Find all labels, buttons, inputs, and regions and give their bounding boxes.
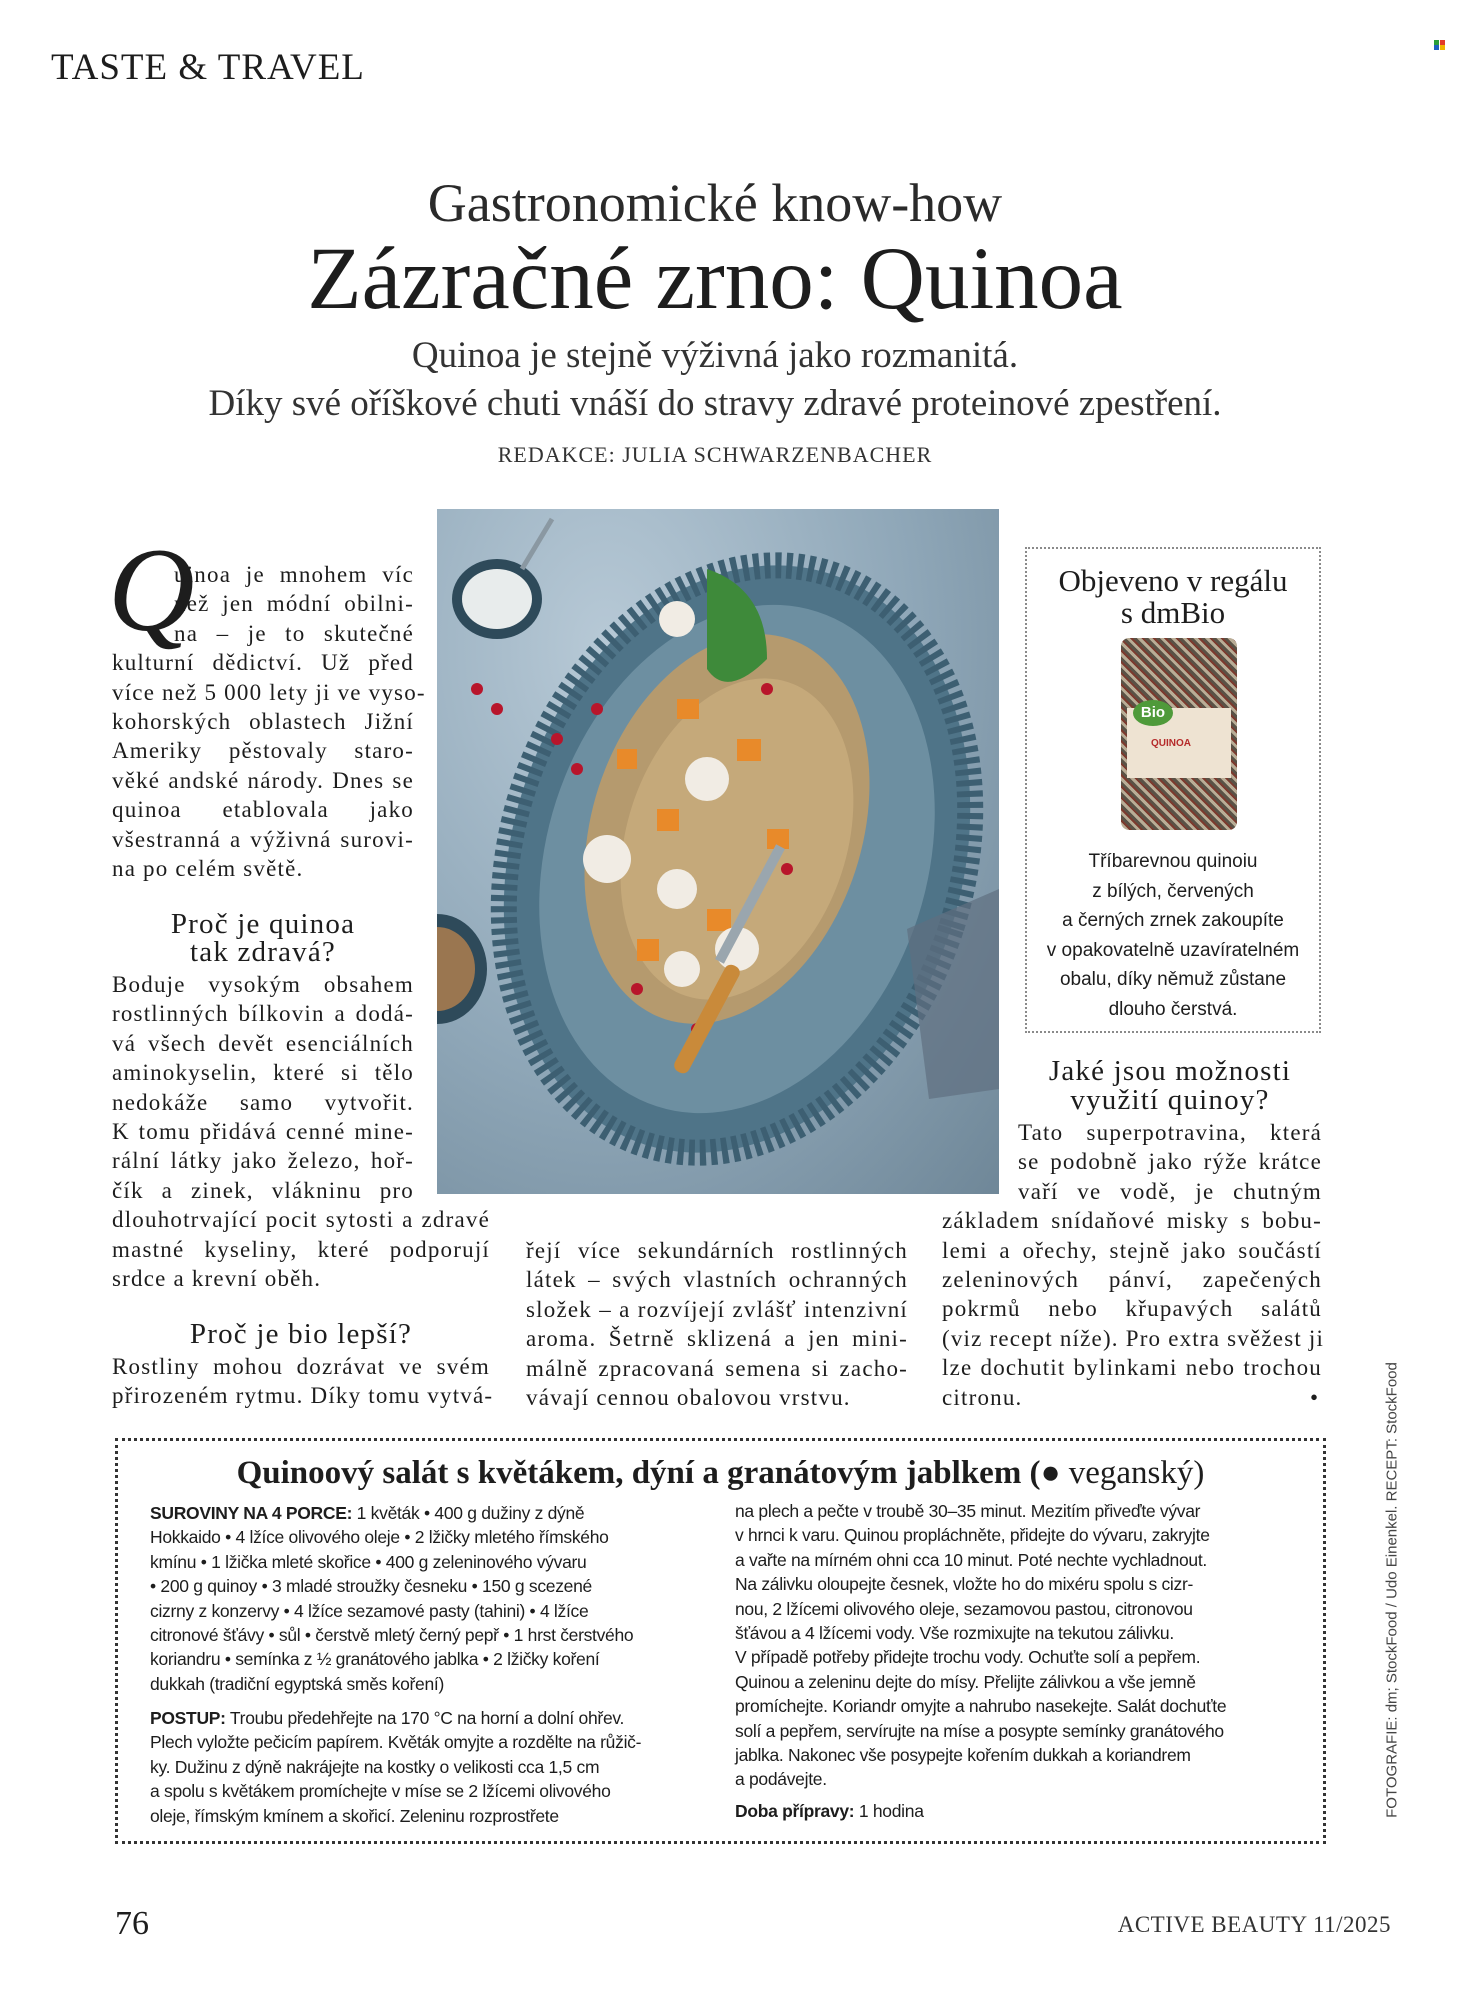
recipe-text: šťávou a 4 lžícemi vody. Vše rozmixujte na tekutou zálivku.: [735, 1623, 1174, 1643]
recipe-text: dukkah (tradiční egyptská směs koření): [150, 1673, 445, 1694]
product-box-text-line: a černých zrnek zakoupíte: [1062, 910, 1284, 931]
body-line: pokrmů nebo křupavých salátů: [942, 1296, 1322, 1322]
section-heading: tak zdravá?: [189, 936, 337, 968]
apple-icon: ●: [1040, 1455, 1061, 1491]
recipe-label: Doba přípravy:: [735, 1801, 855, 1821]
product-box-text-line: z bílých, červených: [1092, 880, 1254, 902]
section-heading: Jaké jsou možnosti: [1048, 1055, 1292, 1087]
recipe-text: 1 květák • 400 g dužiny z dýně: [352, 1503, 585, 1523]
body-line: rostlinných bílkovin a dodá-: [112, 1001, 414, 1027]
body-line: K tomu přidává cenné mine-: [112, 1119, 414, 1144]
intro-line: věké andské národy. Dnes se: [112, 767, 414, 793]
recipe-line: [735, 1499, 1200, 1523]
body-line: Tato superpotravina, která: [1018, 1120, 1322, 1145]
body-line: lemi a ořechy, stejně jako součástí: [942, 1237, 1322, 1263]
recipe-line: [150, 1779, 611, 1803]
body-line: rální látky jako železo, hoř-: [112, 1148, 414, 1174]
recipe-text: jablka. Nakonec vše posypejte kořením dukkah a koriandrem: [735, 1745, 1191, 1765]
body-line: (viz recept níže). Pro extra svěžest ji: [942, 1325, 1325, 1351]
body-line: přirozeném rytmu. Díky tomu vytvá-: [112, 1383, 494, 1409]
recipe-line: [150, 1501, 584, 1525]
recipe-line: [735, 1523, 1210, 1547]
recipe-line: [735, 1621, 1174, 1645]
recipe-line: [150, 1623, 633, 1647]
recipe-line: [150, 1599, 588, 1623]
recipe-text: solí a pepřem, servírujte na míse a posypte semínky granátového: [735, 1720, 1224, 1741]
section-heading: Proč je bio lepší?: [189, 1318, 413, 1350]
intro-line: na po celém světě.: [112, 856, 304, 881]
product-box-text-line: v opakovatelně uzavíratelném: [1046, 939, 1300, 961]
section-heading: využití quinoy?: [1070, 1084, 1270, 1116]
recipe-line: [735, 1572, 1193, 1596]
recipe-text: 1 hodina: [854, 1801, 924, 1821]
page-number: 76: [115, 1905, 149, 1942]
recipe-text: a podávejte.: [735, 1769, 827, 1790]
article-title: Zázračné zrno: Quinoa: [307, 230, 1123, 328]
package-product-name: QUINOA: [1151, 738, 1191, 749]
intro-line: quinoa etablovala jako: [112, 797, 414, 823]
recipe-text: oleje, římským kmínem a skořicí. Zeleninu rozprostřete: [150, 1805, 559, 1826]
recipe-text: Hokkaido • 4 lžíce olivového oleje • 2 lžičky mletého římského: [150, 1527, 609, 1548]
recipe-line: [735, 1670, 1196, 1694]
recipe-text: ky. Dužinu z dýně nakrájejte na kostky o velikosti cca 1,5 cm: [150, 1756, 600, 1777]
intro-line: Ameriky pěstovaly staro-: [112, 738, 414, 764]
recipe-line: [735, 1799, 924, 1823]
recipe-label: SUROVINY NA 4 PORCE:: [150, 1503, 353, 1523]
intro-line: všestranná a výživná surovi-: [112, 826, 414, 852]
product-box: [1025, 547, 1321, 1033]
recipe-text: kmínu • 1 lžička mleté skořice • 400 g zeleninového vývaru: [150, 1551, 587, 1572]
body-line: základem snídaňové misky s bobu-: [942, 1208, 1322, 1234]
recipe-line: [150, 1550, 586, 1574]
recipe-text: a spolu s květákem promíchejte v míse se 2 lžícemi olivového: [150, 1781, 611, 1802]
recipe-text: Quinou a zeleninu dejte do mísy. Přelijte zálivkou a vše jemně: [735, 1671, 1196, 1692]
body-line: aroma. Šetrně sklizená a jen mini-: [526, 1326, 908, 1352]
recipe-line: [150, 1647, 600, 1671]
recipe-text: Na zálivku oloupejte česnek, vložte ho do mixéru spolu s cizr-: [735, 1574, 1194, 1595]
body-line: vá všech devět esenciálních: [112, 1030, 414, 1056]
section-label: TASTE & TRAVEL: [51, 47, 365, 88]
intro-line: více než 5 000 lety ji ve vyso-: [112, 679, 426, 705]
recipe-line: [150, 1574, 592, 1598]
body-line: látek – svých vlastních ochranných: [526, 1267, 908, 1293]
publisher-logo-icon: [1434, 40, 1446, 50]
recipe-text: koriandru • semínka z ½ granátového jablka • 2 lžičky koření: [150, 1649, 600, 1670]
recipe-line: [150, 1672, 444, 1696]
product-box-text-line: obalu, díky němuž zůstane: [1059, 969, 1287, 990]
product-box-heading-2: s dmBio: [1120, 595, 1226, 630]
recipe-text: citronové šťávy • sůl • čerstvě mletý černý pepř • 1 hrst čerstvého: [150, 1625, 634, 1645]
body-line: zeleninových pánví, zapečených: [942, 1267, 1322, 1292]
body-line: lze dochutit bylinkami nebo trochou: [942, 1355, 1322, 1381]
recipe-text: a vařte na mírném ohni cca 10 minut. Poté nechte vychladnout.: [735, 1549, 1207, 1570]
recipe-text: • 200 g quinoy • 3 mladé stroužky česneku • 150 g scezené: [150, 1576, 592, 1597]
article-end-mark: •: [1310, 1385, 1320, 1410]
recipe-text: v hrnci k varu. Quinou propláchněte, přidejte do vývaru, zakryjte: [735, 1525, 1210, 1546]
byline: REDAKCE: JULIA SCHWARZENBACHER: [497, 442, 933, 467]
intro-line: na – je to skutečné: [174, 620, 414, 646]
body-line: řejí více sekundárních rostlinných: [526, 1238, 908, 1263]
quinoa-salad-photo: [437, 509, 999, 1194]
recipe-line: [150, 1804, 559, 1828]
salad-plate-illustration: [437, 509, 999, 1194]
intro-line: kulturní dědictví. Už před: [112, 650, 414, 676]
article-subtitle-1: Quinoa je stejně výživná jako rozmanitá.: [411, 335, 1019, 376]
product-box-heading-1: Objeveno v regálu: [1058, 563, 1288, 598]
intro-line: než jen módní obilni-: [174, 591, 414, 617]
drop-cap: Q: [108, 523, 195, 656]
quinoa-package-image: [1121, 638, 1237, 830]
recipe-line: [150, 1525, 609, 1549]
recipe-text: nou, 2 lžícemi olivového oleje, sezamovou pastou, citronovou: [735, 1598, 1193, 1619]
recipe-line: [150, 1706, 624, 1730]
product-box-text-line: Tříbarevnou quinoiu: [1088, 851, 1258, 872]
recipe-text: V případě potřeby přidejte trochu vody. Ochuťte solí a pepřem.: [735, 1647, 1201, 1668]
body-line: málně zpracovaná semena si zacho-: [526, 1355, 908, 1381]
recipe-line: [735, 1743, 1191, 1767]
photo-credit: FOTOGRAFIE: dm; StockFood / Udo Einenkel. RECEPT: StockFood: [1383, 1362, 1401, 1818]
intro-line: uinoa je mnohem víc: [174, 562, 414, 587]
recipe-label: POSTUP:: [150, 1708, 226, 1728]
body-line: se podobně jako rýže krátce: [1018, 1149, 1322, 1175]
body-line: aminokyselin, které si tělo: [112, 1060, 414, 1086]
recipe-text: na plech a pečte v troubě 30–35 minut. Mezitím přiveďte vývar: [735, 1501, 1201, 1521]
recipe-text: promíchejte. Koriandr omyjte a nahrubo nasekejte. Salát dochuťte: [735, 1696, 1227, 1717]
recipe-title: [118, 1455, 1323, 1492]
bio-logo: Bio: [1133, 700, 1173, 726]
recipe-box: [115, 1438, 1326, 1844]
recipe-line: [735, 1597, 1193, 1621]
vegan-label: veganský): [1068, 1455, 1205, 1491]
product-box-text-line: dlouho čerstvá.: [1108, 998, 1238, 1020]
body-line: mastné kyseliny, které podporují: [112, 1236, 490, 1262]
body-line: nedokáže samo vytvořit.: [112, 1089, 414, 1115]
recipe-line: [150, 1730, 641, 1754]
recipe-line: [735, 1645, 1200, 1669]
body-line: Rostliny mohou dozrávat ve svém: [112, 1354, 490, 1379]
recipe-text: Troubu předehřejte na 170 °C na horní a dolní ohřev.: [225, 1708, 625, 1728]
recipe-line: [150, 1755, 599, 1779]
body-line: čík a zinek, vlákninu pro: [112, 1177, 414, 1203]
recipe-text: cizrny z konzervy • 4 lžíce sezamové pasty (tahini) • 4 lžíce: [150, 1600, 589, 1621]
body-line: složek – a rozvíjejí zvlášť intenzivní: [526, 1296, 908, 1322]
article-subtitle-2: Díky své oříškové chuti vnáší do stravy zdravé proteinové zpestření.: [208, 383, 1222, 424]
recipe-text: Plech vyložte pečicím papírem. Květák omyjte a rozdělte na růžič-: [150, 1732, 642, 1753]
magazine-issue: ACTIVE BEAUTY 11/2025: [1117, 1912, 1391, 1937]
intro-line: kohorských oblastech Jižní: [112, 709, 414, 734]
body-line: srdce a krevní oběh.: [112, 1266, 322, 1291]
body-line: citronu.: [942, 1384, 1023, 1410]
recipe-line: [735, 1767, 827, 1791]
body-line: vávají cennou obalovou vrstvu.: [526, 1385, 851, 1410]
body-line: dlouhotrvající pocit sytosti a zdravé: [112, 1207, 490, 1233]
recipe-line: [735, 1719, 1224, 1743]
recipe-title-text: Quinoový salát s květákem, dýní a granátovým jablkem (: [236, 1455, 1041, 1491]
article-kicker: Gastronomické know-how: [427, 173, 1003, 233]
recipe-line: [735, 1548, 1207, 1572]
section-heading: Proč je quinoa: [170, 908, 356, 940]
body-line: Boduje vysokým obsahem: [112, 972, 414, 997]
recipe-line: [735, 1694, 1226, 1718]
body-line: vaří ve vodě, je chutným: [1018, 1178, 1322, 1204]
